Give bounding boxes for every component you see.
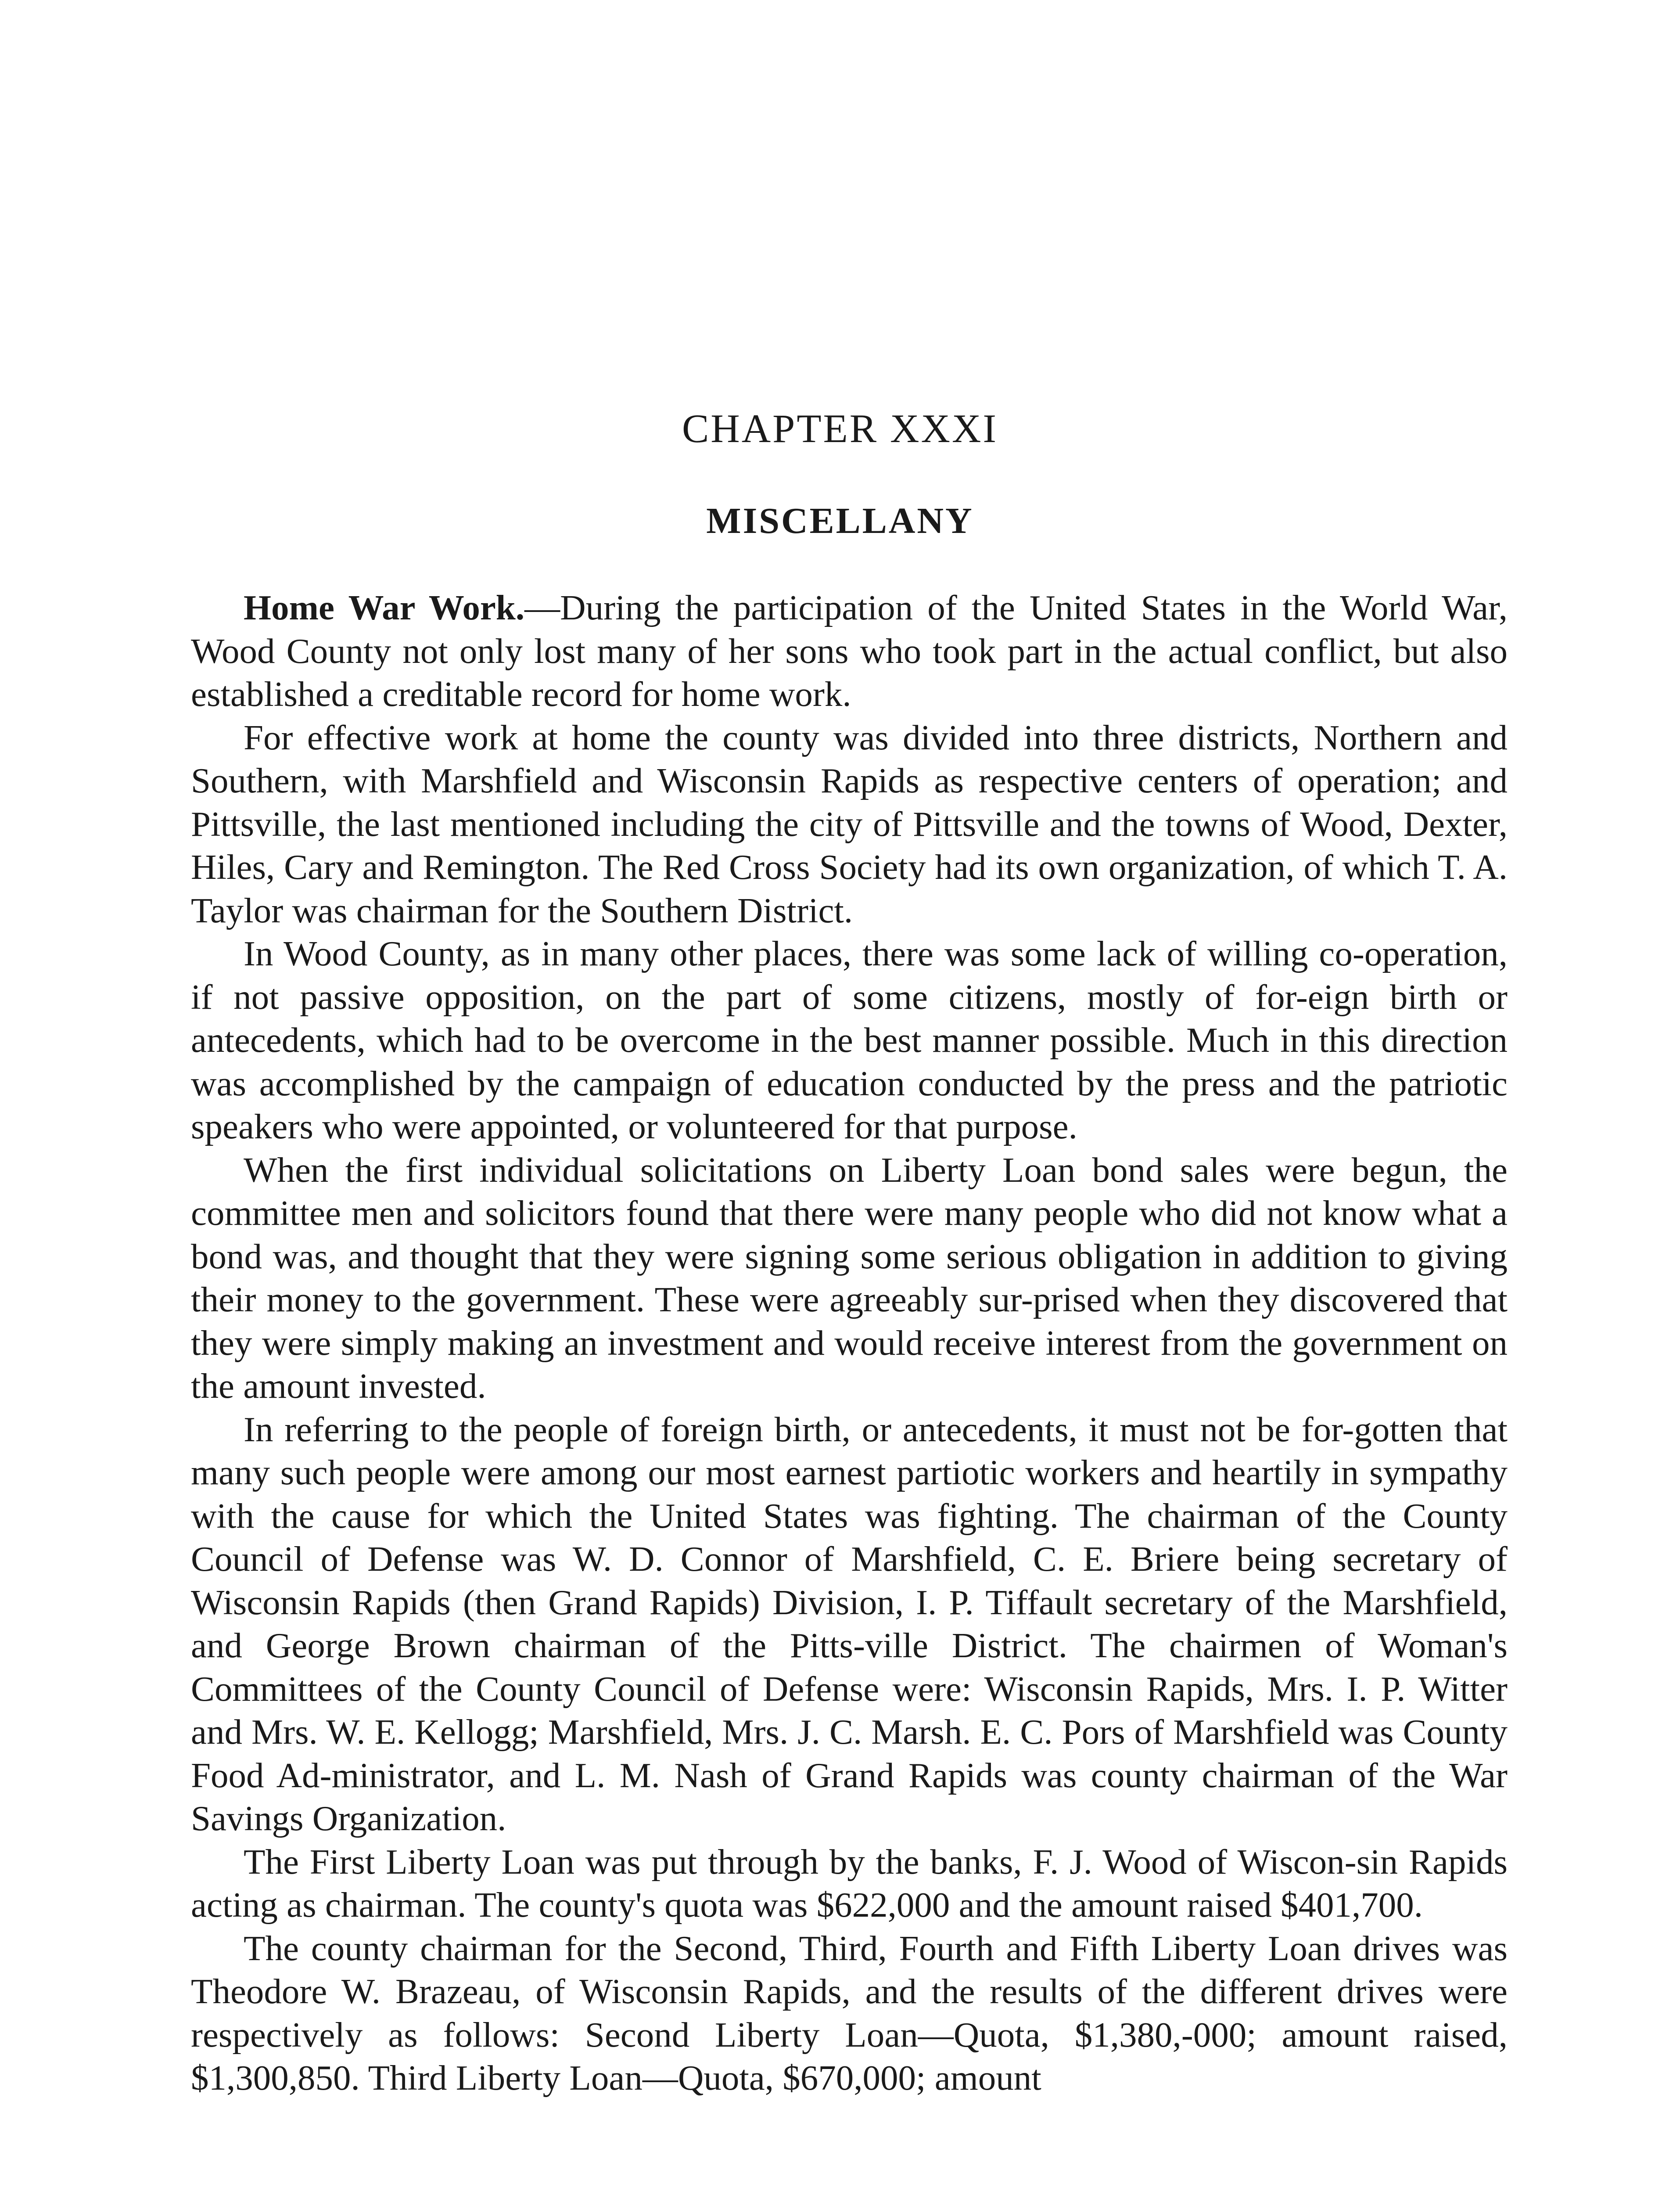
paragraph-solicitations: When the first individual solicitations on Liberty Loan bond sales were begun, the committee men and solicitors found that there were many people who did not know what a bond was, and thought that they were signing some serious obligation in addition to giving their money to the government. These were agreeably sur-prised when they discovered that they were simply making an investment and would receive interest from the government on the amount invested. — [191, 1150, 1508, 1406]
paragraph-districts: For effective work at home the county was divided into three districts, Northern and Southern, with Marshfield and Wisconsin Rapids as respective centers of operation; and Pittsville, the last mentioned including the city of Pittsville and the towns of Wood, Dexter, Hiles, Cary and Remington. The Red Cross Society had its own organization, of which T. A. Taylor was chairman for the Southern District. — [191, 717, 1508, 930]
paragraph-later-liberty-loans: The county chairman for the Second, Third, Fourth and Fifth Liberty Loan drives was Theodore W. Brazeau, of Wisconsin Rapids, and the results of the different drives were respectively as follows: Second Liberty Loan—Quota, $1,380,-000; amount raised, $1,300,850. Third Liberty Loan—Quota, $670,000; amount — [191, 1928, 1508, 2098]
chapter-number: CHAPTER XXXI — [682, 406, 998, 451]
paragraph-home-war-work — [191, 586, 1508, 716]
paragraph-cooperation: In Wood County, as in many other places, there was some lack of willing co-operation, if not passive opposition, on the part of some citizens, mostly of for-eign birth or antecedents, which had to be overcome in the best manner possible. Much in this direction was accomplished by the campaign of education conducted by the press and the patriotic speakers who were appointed, or volunteered for that purpose. — [191, 934, 1508, 1146]
paragraph-first-liberty-loan: The First Liberty Loan was put through by the banks, F. J. Wood of Wiscon-sin Rapids acting as chairman. The county's quota was $622,000 and the amount raised $401,700. — [191, 1842, 1508, 1925]
body-text — [191, 586, 1508, 2100]
chapter-title: MISCELLANY — [706, 500, 974, 541]
paragraph-text: —During the participation of the United States in the World War, Wood County not only lost many of her sons who took part in the actual conflict, but also established a creditable record for home work. — [191, 588, 1508, 714]
paragraph-council-of-defense: In referring to the people of foreign birth, or antecedents, it must not be for-gotten that many such people were among our most earnest partiotic workers and heartily in sympathy with the cause for which the United States was fighting. The chairman of the County Council of Defense was W. D. Connor of Marshfield, C. E. Briere being secretary of Wisconsin Rapids (then Grand Rapids) Division, I. P. Tiffault secretary of the Marshfield, and George Brown chairman of the Pitts-ville District. The chairmen of Woman's Committees of the County Council of Defense were: Wisconsin Rapids, Mrs. I. P. Witter and Mrs. W. E. Kellogg; Marshfield, Mrs. J. C. Marsh. E. C. Pors of Marshfield was County Food Ad-ministrator, and L. M. Nash of Grand Rapids was county chairman of the War Savings Organization. — [191, 1409, 1508, 1838]
section-heading: Home War Work. — [244, 588, 525, 627]
